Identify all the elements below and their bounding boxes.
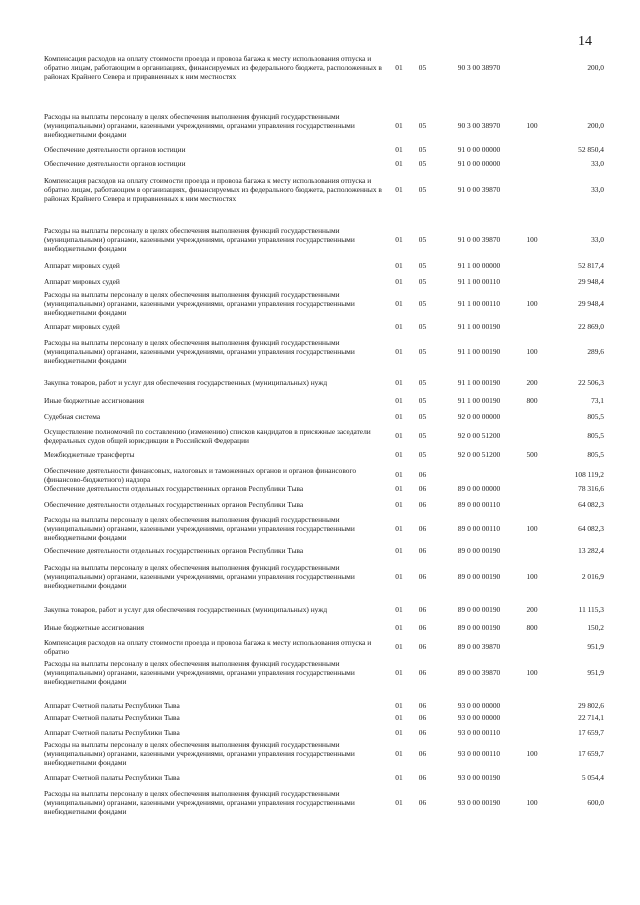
target-article: 89 0 00 00110 <box>457 500 501 509</box>
row-label: Расходы на выплаты персоналу в целях обеспечения выполнения функций государственными (муниципальными) органами, казенными учреждениями, органами управления государственными внебюджетными фондами <box>44 338 355 365</box>
section-code: 01 <box>395 277 403 286</box>
section-code: 01 <box>395 185 403 194</box>
target-article: 90 3 00 38970 <box>457 63 501 72</box>
subsection-code: 06 <box>418 701 427 710</box>
expense-type: 100 <box>526 235 538 244</box>
section-code: 01 <box>395 450 403 459</box>
subsection-code: 06 <box>418 484 427 493</box>
section-code: 01 <box>395 798 403 807</box>
section-code: 01 <box>395 299 403 308</box>
amount: 64 082,3 <box>578 500 604 509</box>
subsection-code: 05 <box>418 235 427 244</box>
section-code: 01 <box>395 642 403 651</box>
row-label: Иные бюджетные ассигнования <box>44 623 145 632</box>
section-code: 01 <box>395 396 403 405</box>
subsection-code: 05 <box>418 378 427 387</box>
target-article: 93 0 00 00110 <box>457 749 501 758</box>
table-row <box>44 397 604 406</box>
row-label: Расходы на выплаты персоналу в целях обеспечения выполнения функций государственными (муниципальными) органами, казенными учреждениями, органами управления государственными внебюджетными фондами <box>44 112 355 139</box>
table-row <box>44 278 604 287</box>
section-code: 01 <box>395 668 403 677</box>
row-label: Иные бюджетные ассигнования <box>44 396 145 405</box>
row-label: Расходы на выплаты персоналу в целях обеспечения выполнения функций государственными (муниципальными) органами, казенными учреждениями, органами управления государственными внебюджетными фондами <box>44 515 355 542</box>
amount: 29 948,4 <box>578 299 604 308</box>
amount: 22 506,3 <box>578 378 604 387</box>
section-code: 01 <box>395 322 403 331</box>
target-article: 91 1 00 00190 <box>457 322 501 331</box>
expense-type <box>522 55 542 64</box>
target-article: 92 0 00 00000 <box>457 412 501 421</box>
amount: 33,0 <box>591 235 604 244</box>
table-row <box>44 714 604 723</box>
expense-type: 100 <box>526 121 538 130</box>
row-label: Аппарат Счетной палаты Республики Тыва <box>44 728 180 737</box>
table-row <box>44 501 604 510</box>
row-label: Расходы на выплаты персоналу в целях обеспечения выполнения функций государственными (муниципальными) органами, казенными учреждениями, органами управления государственными внебюджетными фондами <box>44 740 355 767</box>
expense-type <box>522 639 542 643</box>
amount: 52 850,4 <box>578 145 604 154</box>
subsection-code: 06 <box>418 623 427 632</box>
subsection-code: 06 <box>418 524 427 533</box>
row-label: Обеспечение деятельности отдельных государственных органов Республики Тыва <box>44 484 304 493</box>
expense-type: 100 <box>526 749 538 758</box>
table-row <box>44 547 604 556</box>
target-article: 92 0 00 51200 <box>457 431 501 440</box>
amount: 951,9 <box>587 642 604 651</box>
target-article: 91 1 00 00190 <box>457 396 501 405</box>
row-label: Аппарат мировых судей <box>44 322 120 331</box>
row-label: Расходы на выплаты персоналу в целях обеспечения выполнения функций государственными (муниципальными) органами, казенными учреждениями, органами управления государственными внебюджетными фондами <box>44 659 355 686</box>
amount: 13 282,4 <box>578 546 604 555</box>
section-code: 01 <box>395 728 403 737</box>
row-label: Обеспечение деятельности отдельных государственных органов Республики Тыва <box>44 500 304 509</box>
subsection-code: 06 <box>418 728 427 737</box>
amount: 29 948,4 <box>578 277 604 286</box>
table-row <box>44 485 604 494</box>
subsection-code: 06 <box>418 668 427 677</box>
subsection-code: 06 <box>418 749 427 758</box>
amount: 33,0 <box>591 159 604 168</box>
section-code: 01 <box>395 484 403 493</box>
subsection-code: 05 <box>418 396 427 405</box>
section-code: 01 <box>395 524 403 533</box>
table-row <box>44 379 604 388</box>
amount: 200,0 <box>587 121 604 130</box>
section-code: 01 <box>395 623 403 632</box>
amount: 22 869,0 <box>578 322 604 331</box>
amount: 22 714,1 <box>578 713 604 722</box>
amount: 600,0 <box>587 798 604 807</box>
subsection-code: 05 <box>418 121 427 130</box>
row-label: Аппарат Счетной палаты Республики Тыва <box>44 713 180 722</box>
target-article: 89 0 00 00190 <box>457 605 501 614</box>
table-row <box>44 702 604 711</box>
target-article <box>436 467 522 471</box>
subsection-code: 06 <box>418 713 427 722</box>
expense-type <box>522 177 542 186</box>
subsection-code: 05 <box>418 63 427 72</box>
subsection-code: 06 <box>418 605 427 614</box>
amount: 805,5 <box>587 431 604 440</box>
table-row <box>44 146 604 155</box>
subsection-code: 06 <box>418 500 427 509</box>
section-code: 01 <box>395 701 403 710</box>
target-article: 89 0 00 00110 <box>457 524 501 533</box>
amount: 951,9 <box>587 668 604 677</box>
subsection-code: 05 <box>418 450 427 459</box>
row-label: Обеспечение деятельности финансовых, налоговых и таможенных органов и органов финансового (финансово-бюджетного) надзора <box>44 466 357 484</box>
amount: 52 817,4 <box>578 261 604 270</box>
amount: 805,5 <box>587 412 604 421</box>
section-code: 01 <box>395 347 403 356</box>
table-row <box>44 790 604 817</box>
section-code: 01 <box>395 431 403 440</box>
table-row <box>44 624 604 633</box>
subsection-code: 05 <box>418 299 427 308</box>
target-article: 89 0 00 00190 <box>457 623 501 632</box>
target-article: 89 0 00 00190 <box>457 546 501 555</box>
row-label: Обеспечение деятельности органов юстиции <box>44 145 186 154</box>
section-code: 01 <box>395 145 403 154</box>
section-code: 01 <box>395 159 403 168</box>
section-code: 01 <box>395 572 403 581</box>
row-label: Расходы на выплаты персоналу в целях обеспечения выполнения функций государственными (муниципальными) органами, казенными учреждениями, органами управления государственными внебюджетными фондами <box>44 789 355 816</box>
expense-type: 100 <box>526 347 538 356</box>
target-article: 91 0 00 39870 <box>457 185 501 194</box>
expense-type <box>522 467 542 471</box>
amount: 11 115,3 <box>578 605 604 614</box>
table-row <box>44 451 604 460</box>
amount: 5 054,4 <box>581 773 604 782</box>
row-label: Аппарат Счетной палаты Республики Тыва <box>44 773 180 782</box>
section-code: 01 <box>395 235 403 244</box>
amount: 150,2 <box>587 623 604 632</box>
table-row <box>44 741 604 768</box>
expense-type: 200 <box>526 378 538 387</box>
target-article: 91 1 00 00110 <box>457 299 501 308</box>
target-article: 91 0 00 00000 <box>457 145 501 154</box>
amount: 17 659,7 <box>578 728 604 737</box>
expense-type: 200 <box>526 605 538 614</box>
row-label: Компенсация расходов на оплату стоимости проезда и провоза багажа к месту использования отпуска и обратно лицам, работающим в организациях, финансируемых из федерального бюджета, расположенных в районах Крайнего Севера и приравненных к ним местностях <box>44 176 382 203</box>
target-article: 89 0 00 00000 <box>457 484 501 493</box>
target-article: 93 0 00 00190 <box>457 773 501 782</box>
row-label: Аппарат Счетной палаты Республики Тыва <box>44 701 180 710</box>
section-code: 01 <box>395 261 403 270</box>
amount: 33,0 <box>591 185 604 194</box>
page-number: 14 <box>578 34 592 49</box>
expense-type: 100 <box>526 572 538 581</box>
table-row <box>44 160 604 169</box>
subsection-code: 05 <box>418 261 427 270</box>
amount: 2 016,9 <box>581 572 604 581</box>
row-label: Аппарат мировых судей <box>44 261 120 270</box>
amount: 64 082,3 <box>578 524 604 533</box>
table-row <box>44 729 604 738</box>
target-article: 92 0 00 51200 <box>457 450 501 459</box>
amount: 200,0 <box>587 63 604 72</box>
target-article: 91 1 00 00190 <box>457 378 501 387</box>
target-article: 91 0 00 39870 <box>457 235 501 244</box>
section-code: 01 <box>395 749 403 758</box>
expense-type: 800 <box>526 396 538 405</box>
table-row <box>44 291 604 318</box>
section-code: 01 <box>395 412 403 421</box>
target-article: 90 3 00 38970 <box>457 121 501 130</box>
expense-type: 800 <box>526 623 538 632</box>
table-row <box>44 428 604 446</box>
table-row <box>44 262 604 271</box>
subsection-code: 06 <box>418 773 427 782</box>
table-row <box>44 55 604 82</box>
table-row <box>44 639 604 657</box>
subsection-code: 06 <box>418 572 427 581</box>
table-row <box>44 339 604 366</box>
row-label: Осуществление полномочий по составлению (изменению) списков кандидатов в присяжные заседатели федеральных судов общей юрисдикции в Российской Федерации <box>44 427 371 445</box>
subsection-code: 05 <box>418 159 427 168</box>
subsection-code: 06 <box>418 798 427 807</box>
table-row <box>44 516 604 543</box>
amount: 805,5 <box>587 450 604 459</box>
expense-type: 100 <box>526 668 538 677</box>
expense-type: 100 <box>526 524 538 533</box>
expense-type: 100 <box>526 798 538 807</box>
section-code: 01 <box>395 546 403 555</box>
table-row <box>44 660 604 687</box>
row-label: Межбюджетные трансферты <box>44 450 135 459</box>
target-article: 93 0 00 00190 <box>457 798 501 807</box>
table-row <box>44 413 604 422</box>
target-article: 89 0 00 39870 <box>457 642 501 651</box>
subsection-code: 05 <box>418 431 427 440</box>
row-label: Расходы на выплаты персоналу в целях обеспечения выполнения функций государственными (муниципальными) органами, казенными учреждениями, органами управления государственными внебюджетными фондами <box>44 290 355 317</box>
section-code: 01 <box>395 713 403 722</box>
target-article: 91 1 00 00000 <box>457 261 501 270</box>
table-row <box>44 113 604 140</box>
row-label: Обеспечение деятельности отдельных государственных органов Республики Тыва <box>44 546 304 555</box>
subsection-code: 05 <box>418 277 427 286</box>
target-article: 91 1 00 00110 <box>457 277 501 286</box>
amount: 78 316,6 <box>578 484 604 493</box>
target-article: 91 0 00 00000 <box>457 159 501 168</box>
row-label: Судебная система <box>44 412 101 421</box>
section-code: 01 <box>395 500 403 509</box>
row-label: Компенсация расходов на оплату стоимости проезда и провоза багажа к месту использования отпуска и обратно лицам, работающим в организациях, финансируемых из федерального бюджета, расположенных в районах Крайнего Севера и приравненных к ним местностях <box>44 54 382 81</box>
table-row <box>44 564 604 591</box>
section-code: 01 <box>395 773 403 782</box>
table-row <box>44 606 604 615</box>
table-row <box>44 227 604 254</box>
section-code: 01 <box>395 605 403 614</box>
amount: 17 659,7 <box>578 749 604 758</box>
row-label: Обеспечение деятельности органов юстиции <box>44 159 186 168</box>
amount: 289,6 <box>587 347 604 356</box>
section-code: 01 <box>395 121 403 130</box>
subsection-code: 05 <box>418 185 427 194</box>
subsection-code: 05 <box>418 322 427 331</box>
subsection-code: 05 <box>418 145 427 154</box>
subsection-code: 06 <box>418 642 427 651</box>
target-article: 93 0 00 00000 <box>457 713 501 722</box>
table-row <box>44 323 604 332</box>
amount: 73,1 <box>591 396 604 405</box>
expense-type: 100 <box>526 299 538 308</box>
amount: 108 119,2 <box>574 470 604 479</box>
target-article: 93 0 00 00110 <box>457 728 501 737</box>
target-article: 89 0 00 39870 <box>457 668 501 677</box>
row-label: Компенсация расходов на оплату стоимости проезда и провоза багажа к месту использования отпуска и обратно <box>44 638 372 656</box>
subsection-code: 05 <box>418 347 427 356</box>
subsection-code: 06 <box>418 546 427 555</box>
section-code: 01 <box>395 378 403 387</box>
row-label: Закупка товаров, работ и услуг для обеспечения государственных (муниципальных) нужд <box>44 605 328 614</box>
expense-type <box>522 428 542 432</box>
subsection-code: 06 <box>418 470 427 479</box>
section-code: 01 <box>395 63 403 72</box>
table-row <box>44 774 604 783</box>
subsection-code: 05 <box>418 412 427 421</box>
table-row <box>44 177 604 204</box>
table-row <box>44 467 604 485</box>
section-code: 01 <box>395 470 403 479</box>
target-article: 89 0 00 00190 <box>457 572 501 581</box>
expense-type: 500 <box>526 450 538 459</box>
row-label: Расходы на выплаты персоналу в целях обеспечения выполнения функций государственными (муниципальными) органами, казенными учреждениями, органами управления государственными внебюджетными фондами <box>44 563 355 590</box>
row-label: Закупка товаров, работ и услуг для обеспечения государственных (муниципальных) нужд <box>44 378 328 387</box>
target-article: 93 0 00 00000 <box>457 701 501 710</box>
row-label: Расходы на выплаты персоналу в целях обеспечения выполнения функций государственными (муниципальными) органами, казенными учреждениями, органами управления государственными внебюджетными фондами <box>44 226 355 253</box>
row-label: Аппарат мировых судей <box>44 277 120 286</box>
target-article: 91 1 00 00190 <box>457 347 501 356</box>
amount: 29 802,6 <box>578 701 604 710</box>
